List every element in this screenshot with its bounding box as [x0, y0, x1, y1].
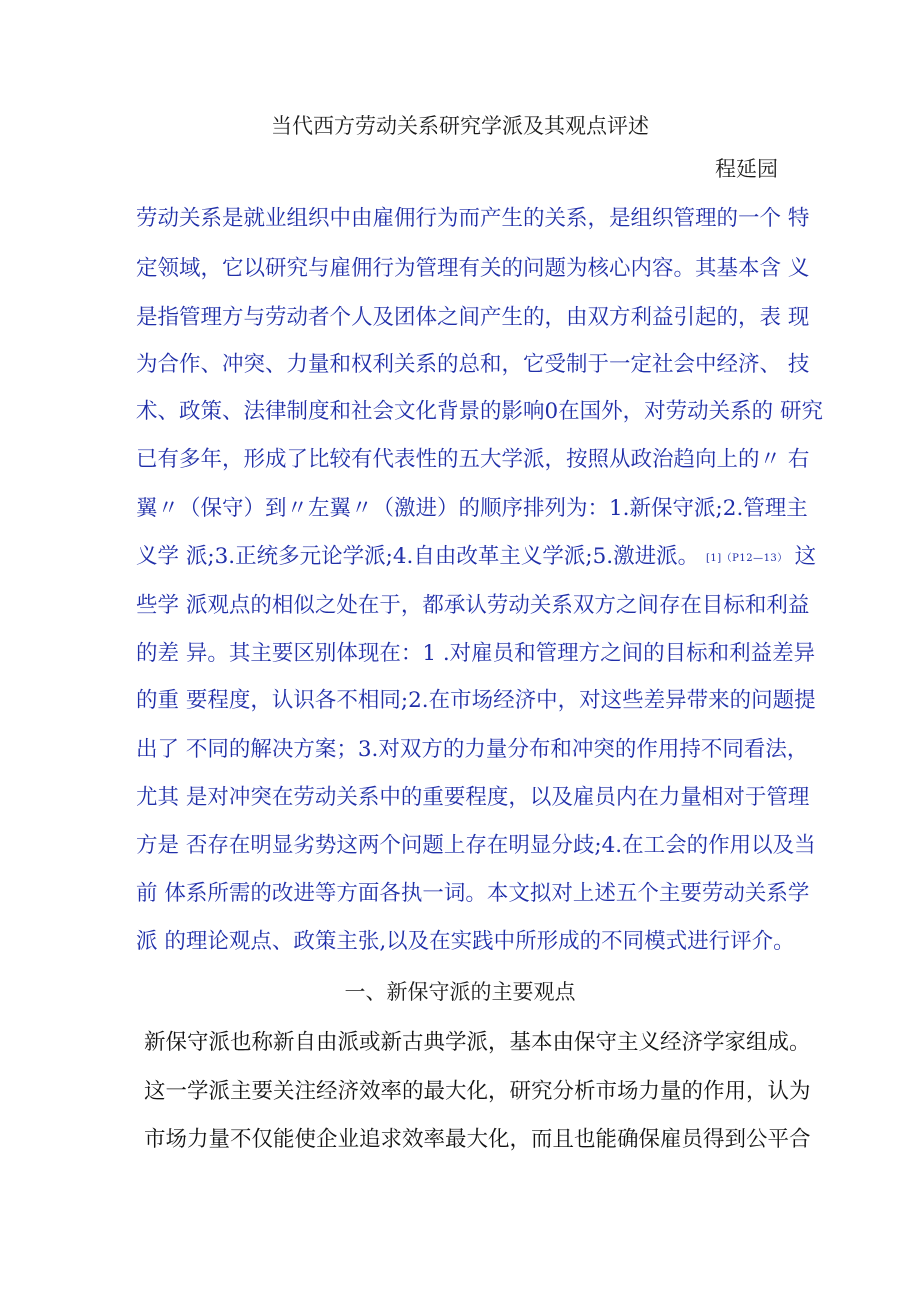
intro-line: 派 的理论观点、政策主张,以及在实践中所形成的不同模式进行评介。 — [136, 929, 795, 954]
intro-line: 已有多年，形成了比较有代表性的五大学派，按照从政治趋向上的〃 右 — [136, 447, 810, 472]
document-author: 程延园 — [715, 157, 778, 181]
section-heading: 一、新保守派的主要观点 — [344, 980, 576, 1004]
section-line: 新保守派也称新自由派或新古典学派，基本由保守主义经济学家组成。 — [144, 1030, 811, 1055]
intro-line: 出了 不同的解决方案；3.对双方的力量分布和冲突的作用持不同看法， — [136, 737, 809, 762]
intro-line: 尤其 是对冲突在劳动关系中的重要程度，以及雇员内在力量相对于管理 — [136, 785, 810, 810]
intro-line: 些学 派观点的相似之处在于，都承认劳动关系双方之间存在目标和利益 — [136, 593, 810, 618]
intro-line: 术、政策、法律制度和社会文化背景的影响0在国外，对劳动关系的 研究 — [136, 399, 824, 424]
citation-reference: [1]（P12—13） — [705, 553, 788, 564]
intro-line-text: 这 — [794, 544, 817, 569]
intro-line: 翼〃（保守）到〃左翼〃（激进）的顺序排列为：1.新保守派;2.管理主 — [136, 496, 808, 521]
section-line: 这一学派主要关注经济效率的最大化，研究分析市场力量的作用，认为 — [144, 1079, 811, 1104]
intro-line: 定领域，它以研究与雇佣行为管理有关的问题为核心内容。其基本含 义 — [136, 256, 810, 281]
intro-line: 的重 要程度，认识各不相同;2.在市场经济中，对这些差异带来的问题提 — [136, 688, 816, 713]
document-title: 当代西方劳动关系研究学派及其观点评述 — [271, 114, 649, 138]
intro-line-text: 义学 派;3.正统多元论学派;4.自由改革主义学派;5.激进派。 — [136, 544, 700, 569]
intro-line: 劳动关系是就业组织中由雇佣行为而产生的关系，是组织管理的一个 特 — [136, 206, 810, 231]
section-line: 市场力量不仅能使企业追求效率最大化，而且也能确保雇员得到公平合 — [144, 1127, 811, 1152]
intro-line: 方是 否存在明显劣势这两个问题上存在明显分歧;4.在工会的作用以及当 — [136, 833, 816, 858]
intro-line: 是指管理方与劳动者个人及团体之间产生的，由双方利益引起的，表 现 — [136, 305, 810, 330]
intro-line-with-citation — [136, 542, 816, 574]
intro-line: 的差 异。其主要区别体现在：1 .对雇员和管理方之间的目标和利益差异 — [136, 641, 816, 666]
intro-line: 为合作、冲突、力量和权利关系的总和，它受制于一定社会中经济、 技 — [136, 352, 810, 377]
intro-line: 前 体系所需的改进等方面各执一词。本文拟对上述五个主要劳动关系学 — [136, 881, 810, 906]
